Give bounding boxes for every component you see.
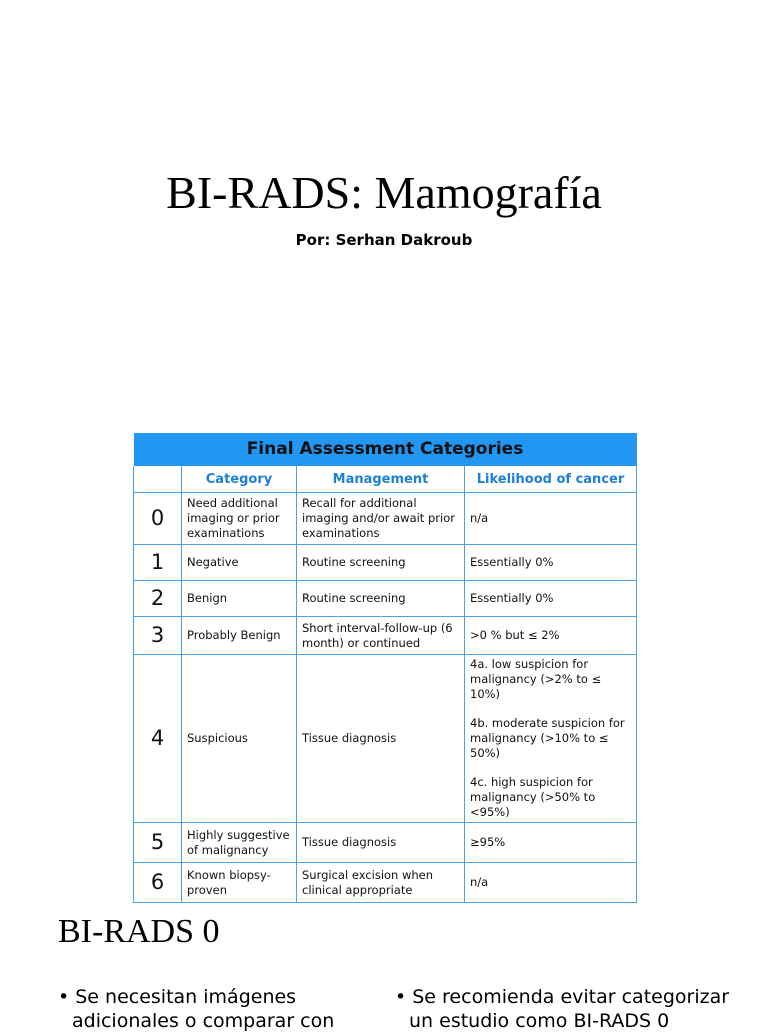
likelihood-cell: [465, 617, 637, 655]
category-cell: Known biopsy-proven: [182, 863, 297, 903]
final-assessment-table: [133, 433, 637, 903]
likelihood-text: >0 % but ≤ 2%: [470, 628, 560, 642]
likelihood-text: 4b. moderate suspicion for malignancy (>10% to ≤ 50%): [470, 716, 625, 760]
bullet-right: • Se recomienda evitar categorizar un estudio como BI-RADS 0: [395, 985, 739, 1033]
likelihood-text: 4c. high suspicion for malignancy (>50% to <95%): [470, 775, 596, 819]
management-cell: Surgical excision when clinical appropriate: [297, 863, 465, 903]
column-header-likelihood: Likelihood of cancer: [465, 466, 637, 493]
likelihood-cell: [465, 493, 637, 545]
likelihood-text: Essentially 0%: [470, 555, 554, 569]
category-number: 2: [134, 581, 182, 617]
table-row: [134, 581, 637, 617]
likelihood-cell: [465, 823, 637, 863]
management-cell: Tissue diagnosis: [297, 655, 465, 823]
table-row: [134, 493, 637, 545]
table-row: [134, 655, 637, 823]
likelihood-text: Essentially 0%: [470, 591, 554, 605]
likelihood-text: ≥95%: [470, 835, 506, 849]
management-cell: Recall for additional imaging and/or await prior examinations: [297, 493, 465, 545]
category-cell: Suspicious: [182, 655, 297, 823]
likelihood-text: 4a. low suspicion for malignancy (>2% to ≤ 10%): [470, 657, 602, 701]
likelihood-cell: [465, 545, 637, 581]
category-number: 6: [134, 863, 182, 903]
likelihood-text: n/a: [470, 875, 489, 889]
management-cell: Routine screening: [297, 581, 465, 617]
category-cell: Need additional imaging or prior examinations: [182, 493, 297, 545]
assessment-table-image: [133, 433, 636, 897]
category-cell: Benign: [182, 581, 297, 617]
likelihood-cell: [465, 581, 637, 617]
column-header-management: Management: [297, 466, 465, 493]
likelihood-cell: [465, 655, 637, 823]
table-row: [134, 863, 637, 903]
management-cell: Routine screening: [297, 545, 465, 581]
likelihood-text: n/a: [470, 511, 489, 525]
category-cell: Negative: [182, 545, 297, 581]
category-cell: Highly suggestive of malignancy: [182, 823, 297, 863]
slide-title: BI-RADS: Mamografía: [166, 167, 602, 218]
category-cell: Probably Benign: [182, 617, 297, 655]
table-row: [134, 545, 637, 581]
management-cell: Short interval-follow-up (6 month) or continued: [297, 617, 465, 655]
bullet-left: • Se necesitan imágenes adicionales o comparar con: [58, 985, 402, 1033]
management-cell: Tissue diagnosis: [297, 823, 465, 863]
category-number: 1: [134, 545, 182, 581]
category-number: 5: [134, 823, 182, 863]
table-row: [134, 617, 637, 655]
likelihood-cell: [465, 863, 637, 903]
column-header-category: Category: [182, 466, 297, 493]
category-number: 0: [134, 493, 182, 545]
category-number: 3: [134, 617, 182, 655]
table-banner: Final Assessment Categories: [134, 433, 637, 466]
category-number: 4: [134, 655, 182, 823]
column-header-number: [134, 466, 182, 493]
table-row: [134, 823, 637, 863]
slide-subtitle: Por: Serhan Dakroub: [295, 231, 473, 249]
section-heading: BI-RADS 0: [58, 913, 220, 950]
